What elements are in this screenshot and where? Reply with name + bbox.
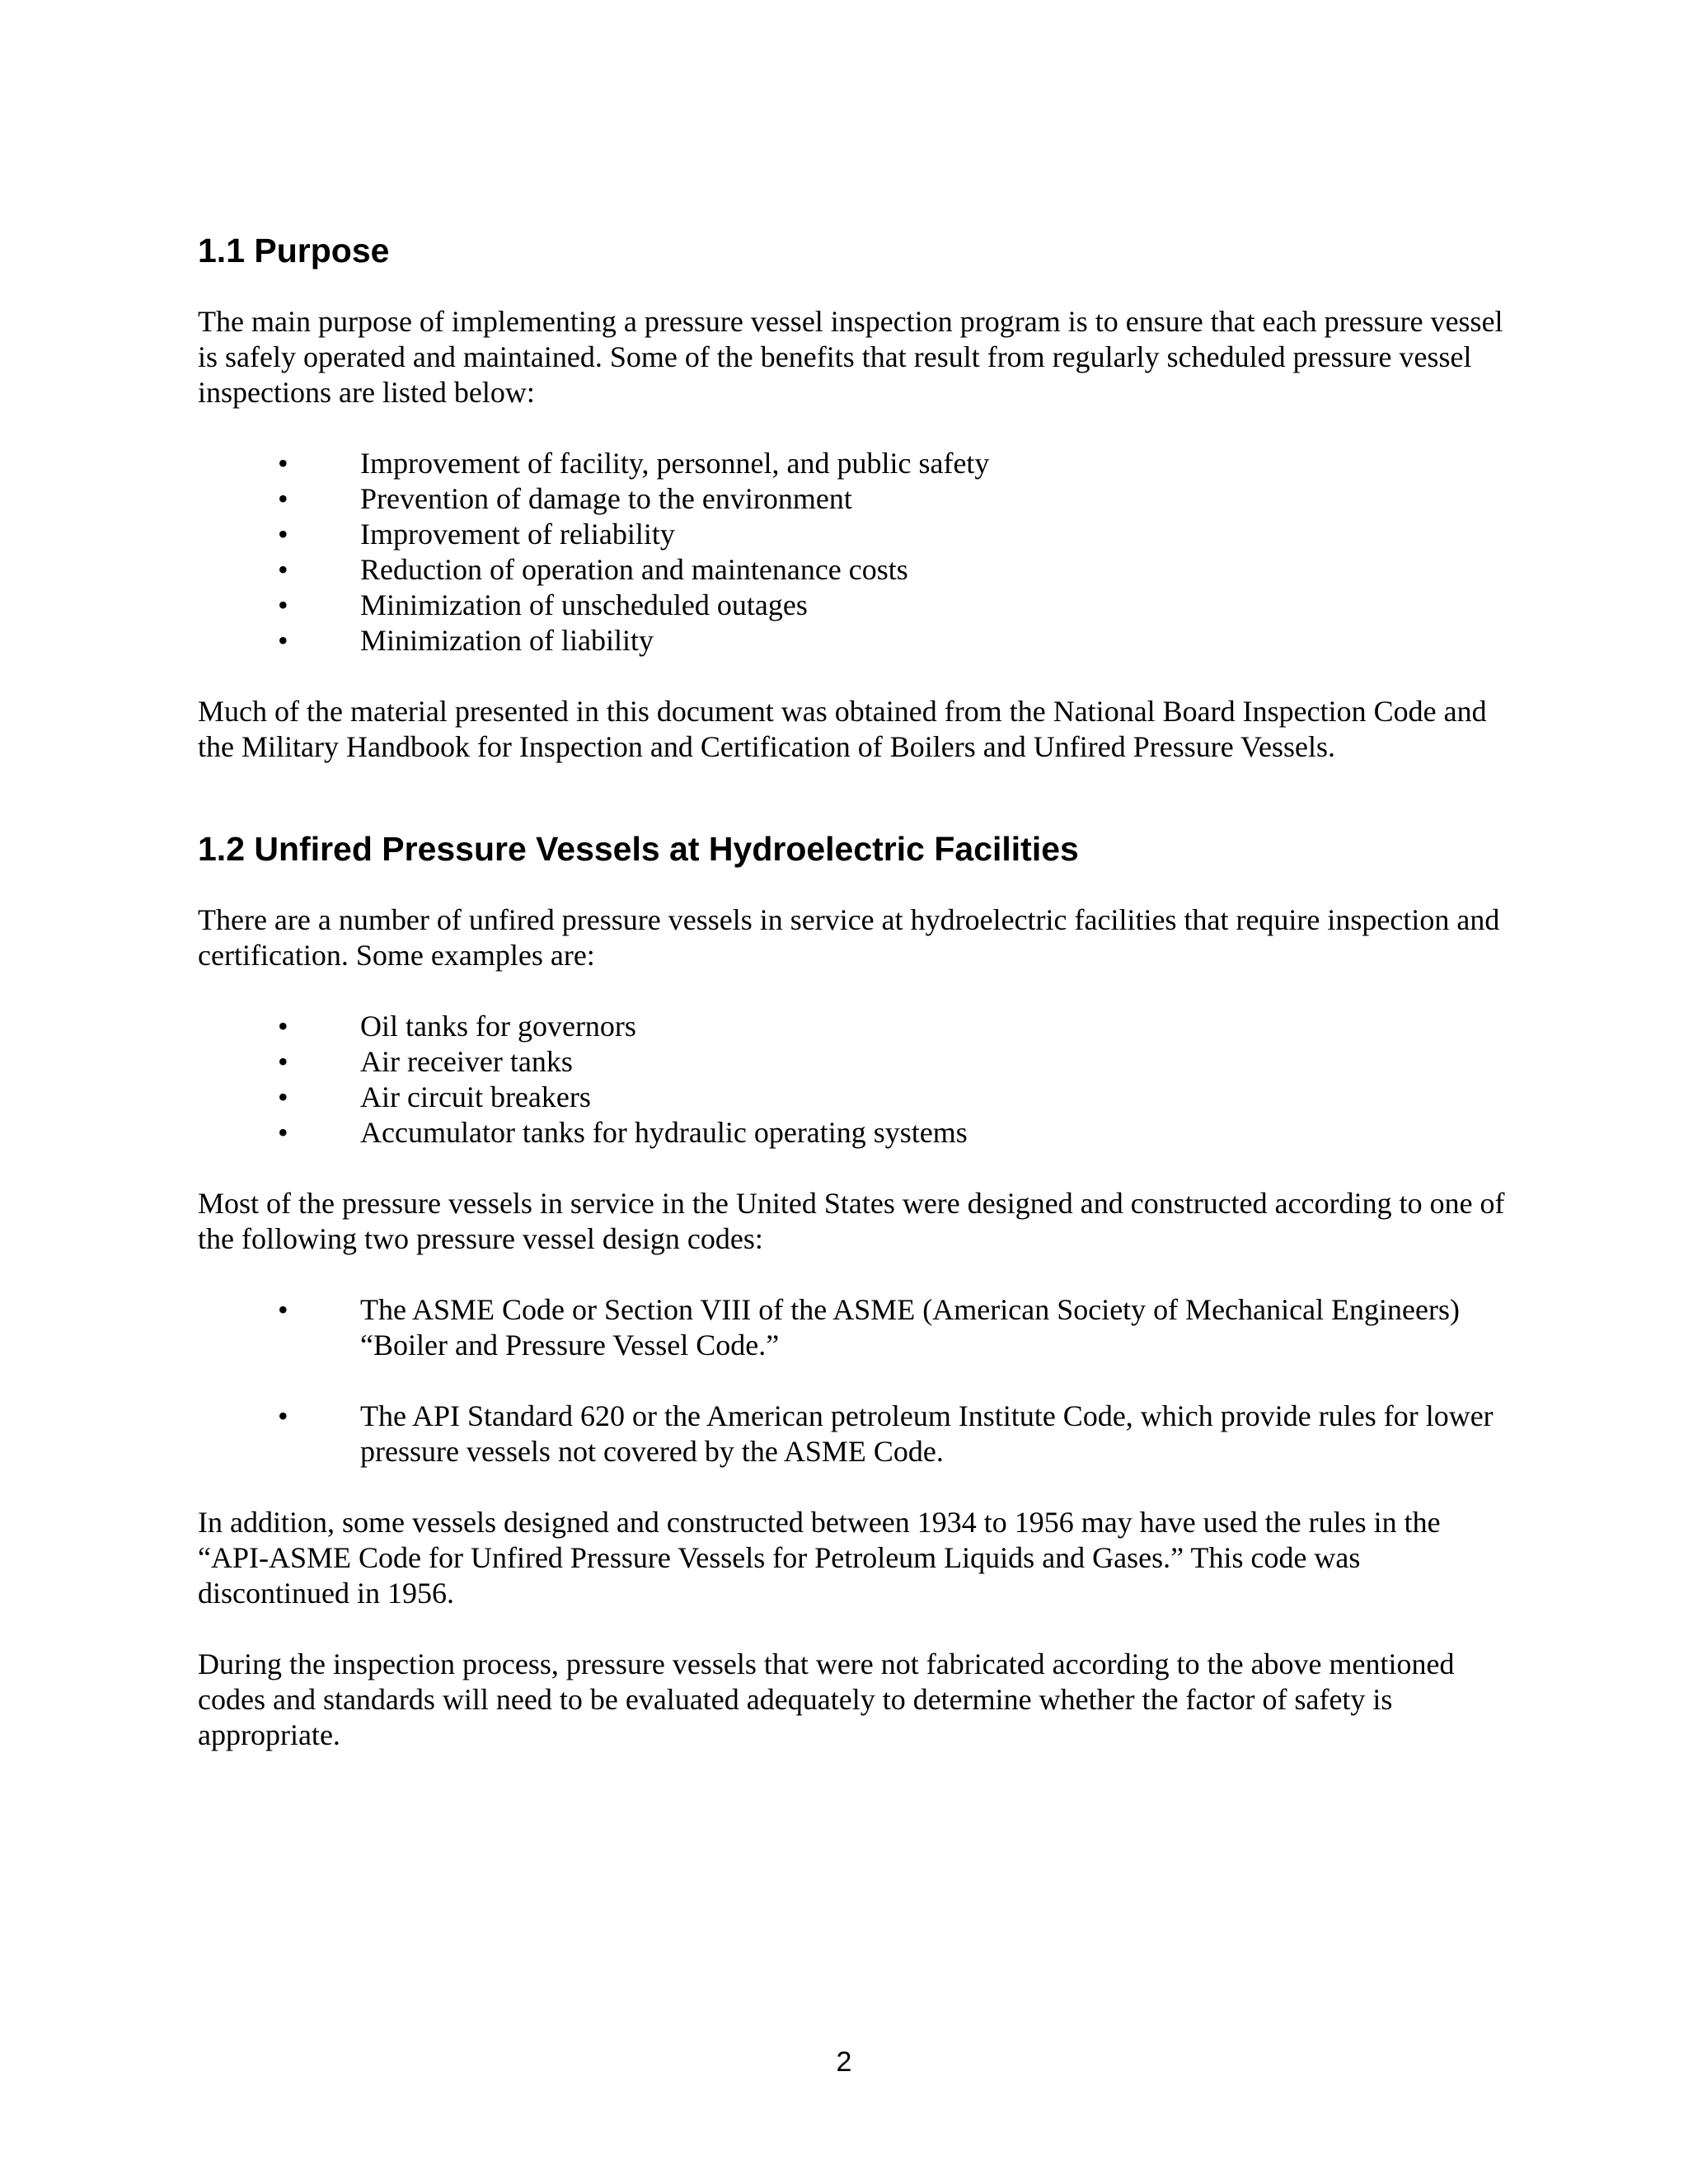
bullet-icon: • <box>278 1080 288 1113</box>
bullet-icon: • <box>278 1045 288 1078</box>
list-item <box>198 481 1517 517</box>
bullet-icon: • <box>278 1010 288 1043</box>
page-content <box>198 231 1517 1753</box>
unfired-intro-paragraph: There are a number of unfired pressure vessels in service at hydroelectric facilities that require inspection and certification. Some examples are: <box>198 903 1500 972</box>
section-heading-unfired-vessels: 1.2 Unfired Pressure Vessels at Hydroelectric Facilities <box>198 830 1079 868</box>
page-number: 2 <box>836 2046 852 2078</box>
list-item <box>198 1115 1517 1151</box>
source-material-paragraph: Much of the material presented in this document was obtained from the National Board Inspection Code and the Military Handbook for Inspection and Certification of Boilers and Unfired Pressure Vessels. <box>198 695 1487 763</box>
bullet-icon: • <box>278 553 288 586</box>
section-heading-purpose: 1.1 Purpose <box>198 232 390 269</box>
list-item-text: Air circuit breakers <box>360 1080 591 1113</box>
list-item-text: Reduction of operation and maintenance costs <box>360 553 908 586</box>
list-item-text: Improvement of reliability <box>360 518 675 551</box>
bullet-icon: • <box>278 1116 288 1149</box>
bullet-icon: • <box>278 518 288 551</box>
api-asme-paragraph: In addition, some vessels designed and constructed between 1934 to 1956 may have used the rules in the “API-ASME Code for Unfired Pressure Vessels for Petroleum Liquids and Gases.” This code was discontinued in 1956. <box>198 1506 1441 1610</box>
bullet-icon: • <box>278 447 288 480</box>
list-item-text: Minimization of unscheduled outages <box>360 588 808 621</box>
design-codes-intro-paragraph: Most of the pressure vessels in service in the United States were designed and constructed according to one of the following two pressure vessel design codes: <box>198 1187 1505 1255</box>
evaluation-paragraph: During the inspection process, pressure vessels that were not fabricated according to the above mentioned codes and standards will need to be evaluated adequately to determine whether the factor of safety is appropriate. <box>198 1647 1455 1751</box>
design-codes-list <box>198 1292 1517 1469</box>
list-item-text: Prevention of damage to the environment <box>360 482 852 515</box>
bullet-icon: • <box>278 588 288 621</box>
list-item <box>198 552 1517 588</box>
examples-list <box>198 1009 1517 1151</box>
list-item <box>198 623 1517 658</box>
list-item <box>198 1080 1517 1115</box>
list-item <box>198 517 1517 552</box>
benefits-list <box>198 446 1517 658</box>
bullet-icon: • <box>278 624 288 657</box>
list-item <box>198 446 1517 481</box>
bullet-icon: • <box>278 482 288 515</box>
list-item-text: Improvement of facility, personnel, and public safety <box>360 447 990 480</box>
list-item-text: The ASME Code or Section VIII of the ASME (American Society of Mechanical Engineers) “Boiler and Pressure Vessel Code.” <box>360 1293 1461 1361</box>
list-item <box>198 1009 1517 1044</box>
bullet-icon: • <box>278 1399 288 1432</box>
list-item <box>198 1292 1517 1363</box>
list-item-text: The API Standard 620 or the American petroleum Institute Code, which provide rules for lower pressure vessels not covered by the ASME Code. <box>360 1399 1493 1468</box>
purpose-intro-paragraph: The main purpose of implementing a pressure vessel inspection program is to ensure that each pressure vessel is safely operated and maintained. Some of the benefits that result from regularly scheduled pressure vessel inspections are listed below: <box>198 305 1503 409</box>
list-item-text: Air receiver tanks <box>360 1045 573 1078</box>
list-item <box>198 1399 1517 1469</box>
list-item <box>198 588 1517 623</box>
list-item-text: Minimization of liability <box>360 624 654 657</box>
list-item-text: Oil tanks for governors <box>360 1010 636 1043</box>
list-item-text: Accumulator tanks for hydraulic operating systems <box>360 1116 968 1149</box>
list-item <box>198 1044 1517 1080</box>
bullet-icon: • <box>278 1293 288 1326</box>
